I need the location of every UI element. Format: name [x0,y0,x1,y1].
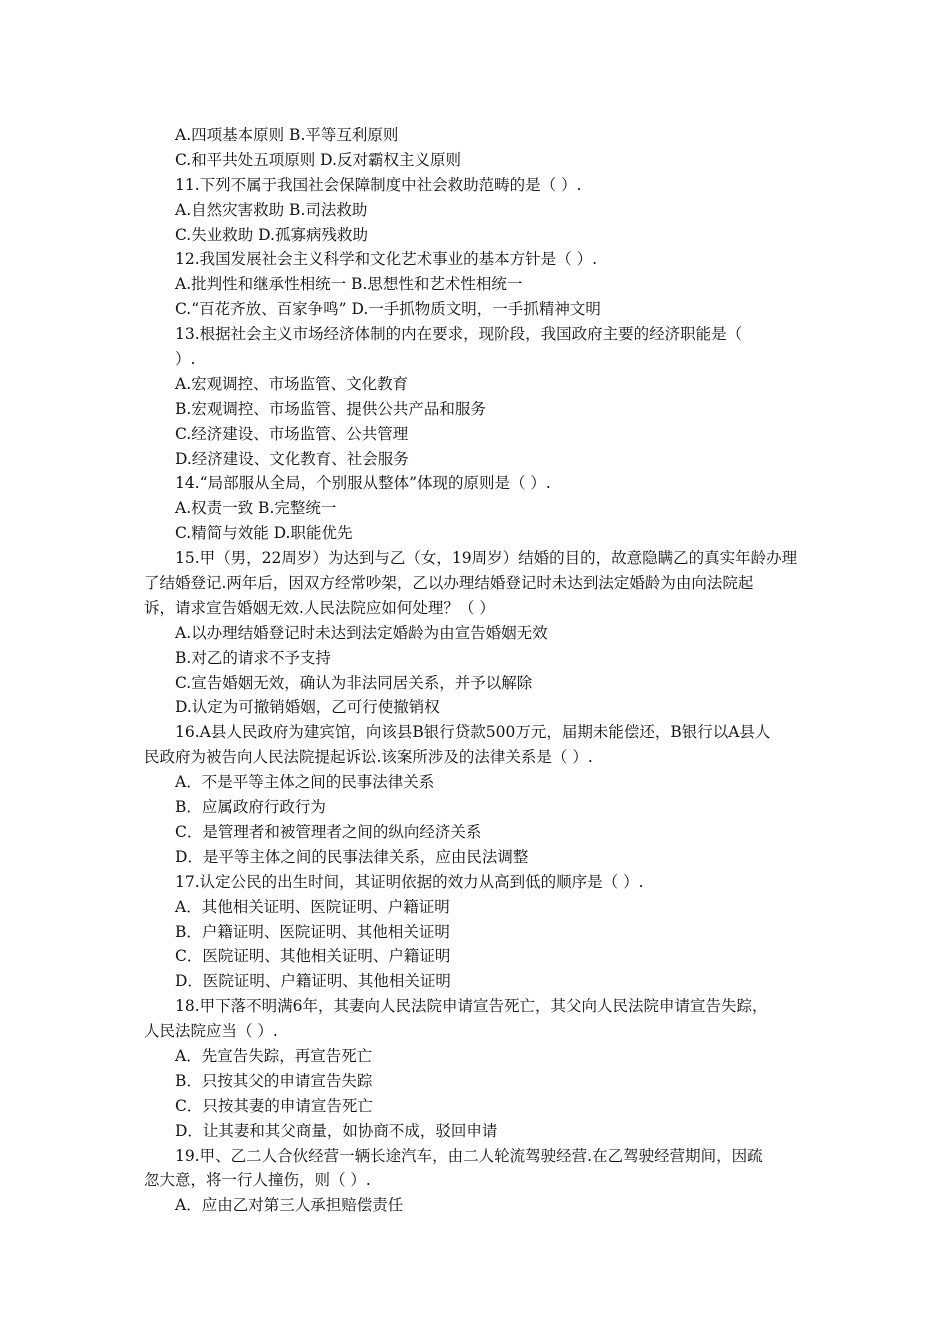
text-line: C．是管理者和被管理者之间的纵向经济关系 [175,822,482,841]
text-line: 人民法院应当（ ）. [144,1022,278,1041]
text-line: A.四项基本原则 B.平等互利原则 [175,126,399,144]
text-line: ）. [175,350,196,369]
text-line: D.认定为可撤销婚姻，乙可行使撤销权 [175,698,440,717]
text-line: B．户籍证明、医院证明、其他相关证明 [175,922,450,941]
text-line: B．只按其父的申请宣告失踪 [175,1071,373,1090]
text-line: C.精简与效能 D.职能优先 [175,524,353,543]
text-line: C．只按其妻的申请宣告死亡 [175,1096,373,1115]
text-line: D．让其妻和其父商量，如协商不成，驳回申请 [175,1121,498,1140]
question-14: 14.“局部服从全局，个别服从整体”体现的原则是（ ）. [175,474,551,493]
text-line: A．先宣告失踪，再宣告死亡 [175,1046,373,1065]
text-line: A．应由乙对第三人承担赔偿责任 [175,1196,404,1215]
question-12: 12.我国发展社会主义科学和文化艺术事业的基本方针是（ ）. [175,250,598,269]
text-line: C.和平共处五项原则 D.反对霸权主义原则 [175,150,461,169]
text-line: A.以办理结婚登记时未达到法定婚龄为由宣告婚姻无效 [175,623,548,642]
text-line: A.权责一致 B.完整统一 [175,499,337,518]
text-line: C.“百花齐放、百家争鸣” D.一手抓物质文明，一手抓精神文明 [175,300,601,319]
text-line: C.失业救助 D.孤寡病残救助 [175,225,368,244]
text-line: 诉，请求宣告婚姻无效.人民法院应如何处理？（ ） [144,598,495,617]
document-body [144,123,809,1218]
question-17: 17.认定公民的出生时间，其证明依据的效力从高到低的顺序是（ ）. [175,872,644,891]
question-16: 16.A县人民政府为建宾馆，向该县B银行贷款500万元，届期未能偿还，B银行以A县人 [175,723,771,742]
question-11: 11.下列不属于我国社会保障制度中社会救助范畴的是（ ）. [175,175,582,194]
text-line: B．应属政府行政行为 [175,798,326,817]
text-line: A.自然灾害救助 B.司法救助 [175,200,368,219]
text-line: 忽大意，将一行人撞伤，则（ ）. [144,1171,371,1190]
text-line: A．其他相关证明、医院证明、户籍证明 [175,897,450,916]
text-line: C.宣告婚姻无效，确认为非法同居关系，并予以解除 [175,673,533,692]
text-line: A.宏观调控、市场监管、文化教育 [175,374,409,393]
text-line: B.宏观调控、市场监管、提供公共产品和服务 [175,399,486,418]
question-18: 18.甲下落不明满6年，其妻向人民法院申请宣告死亡，其父向人民法院申请宣告失踪， [175,997,768,1016]
text-line: C．医院证明、其他相关证明、户籍证明 [175,947,451,966]
text-line: C.经济建设、市场监管、公共管理 [175,424,409,443]
text-line: D．是平等主体之间的民事法律关系，应由民法调整 [175,847,529,866]
text-line: 民政府为被告向人民法院提起诉讼.该案所涉及的法律关系是（ ）. [144,748,593,767]
text-line: A.批判性和继承性相统一 B.思想性和艺术性相统一 [175,275,523,294]
text-line: 了结婚登记.两年后，因双方经常吵架，乙以办理结婚登记时未达到法定婚龄为由向法院起 [144,574,754,593]
question-15: 15.甲（男，22周岁）为达到与乙（女，19周岁）结婚的目的，故意隐瞒乙的真实年龄办理 [175,549,798,568]
text-line: B.对乙的请求不予支持 [175,648,331,667]
question-19: 19.甲、乙二人合伙经营一辆长途汽车，由二人轮流驾驶经营.在乙驾驶经营期间，因疏 [175,1146,763,1165]
text-line: D.经济建设、文化教育、社会服务 [175,449,409,468]
question-13: 13.根据社会主义市场经济体制的内在要求，现阶段，我国政府主要的经济职能是（ [175,325,743,344]
text-line: A．不是平等主体之间的民事法律关系 [175,773,435,792]
text-line: D．医院证明、户籍证明、其他相关证明 [175,972,451,991]
